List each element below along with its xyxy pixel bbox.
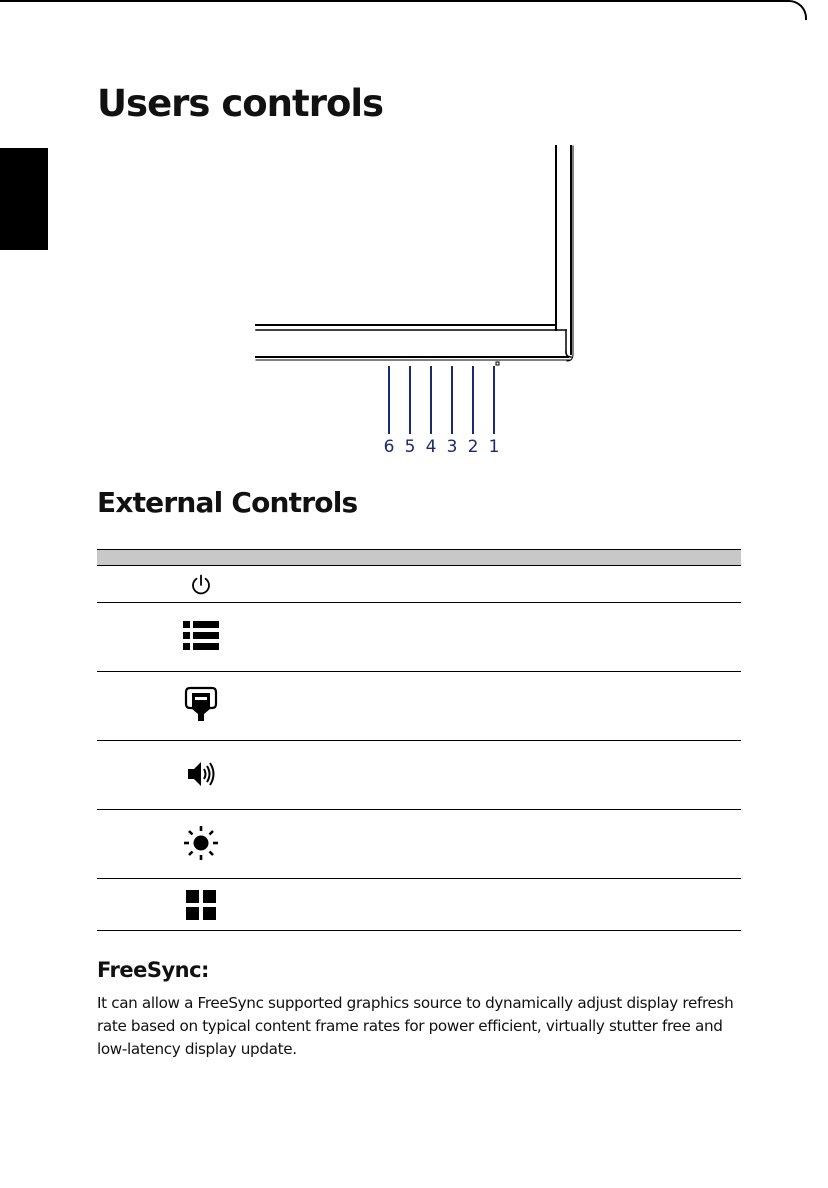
language-side-tab [0, 148, 48, 250]
table-row [97, 672, 741, 741]
page-title: Users controls [97, 82, 384, 125]
brightness-icon [183, 825, 219, 861]
callout-number-4: 4 [425, 437, 437, 457]
callout-number-6: 6 [383, 437, 395, 457]
table-row [97, 566, 741, 603]
monitor-controls-diagram [250, 142, 580, 460]
section-title: External Controls [97, 486, 358, 519]
callout-number-1: 1 [488, 437, 500, 457]
table-row [97, 741, 741, 810]
freesync-description: It can allow a FreeSync supported graphics source to dynamically adjust display refresh rate based on typical content frame rates for power efficient, virtually stutter free and low-latency display update. [97, 994, 734, 1058]
table-row [97, 603, 741, 672]
callout-number-2: 2 [467, 437, 479, 457]
input-source-icon [183, 687, 219, 723]
table-row [97, 810, 741, 879]
callout-number-5: 5 [404, 437, 416, 457]
page-top-corner [781, 0, 807, 20]
game-mode-grid-icon [183, 887, 219, 923]
table-row [97, 879, 741, 931]
power-icon [183, 567, 219, 603]
page-top-rule [0, 0, 782, 2]
callout-number-3: 3 [446, 437, 458, 457]
menu-list-icon [183, 618, 219, 654]
freesync-heading: FreeSync: [97, 958, 209, 982]
controls-table-header [97, 549, 741, 566]
volume-icon [183, 756, 219, 792]
